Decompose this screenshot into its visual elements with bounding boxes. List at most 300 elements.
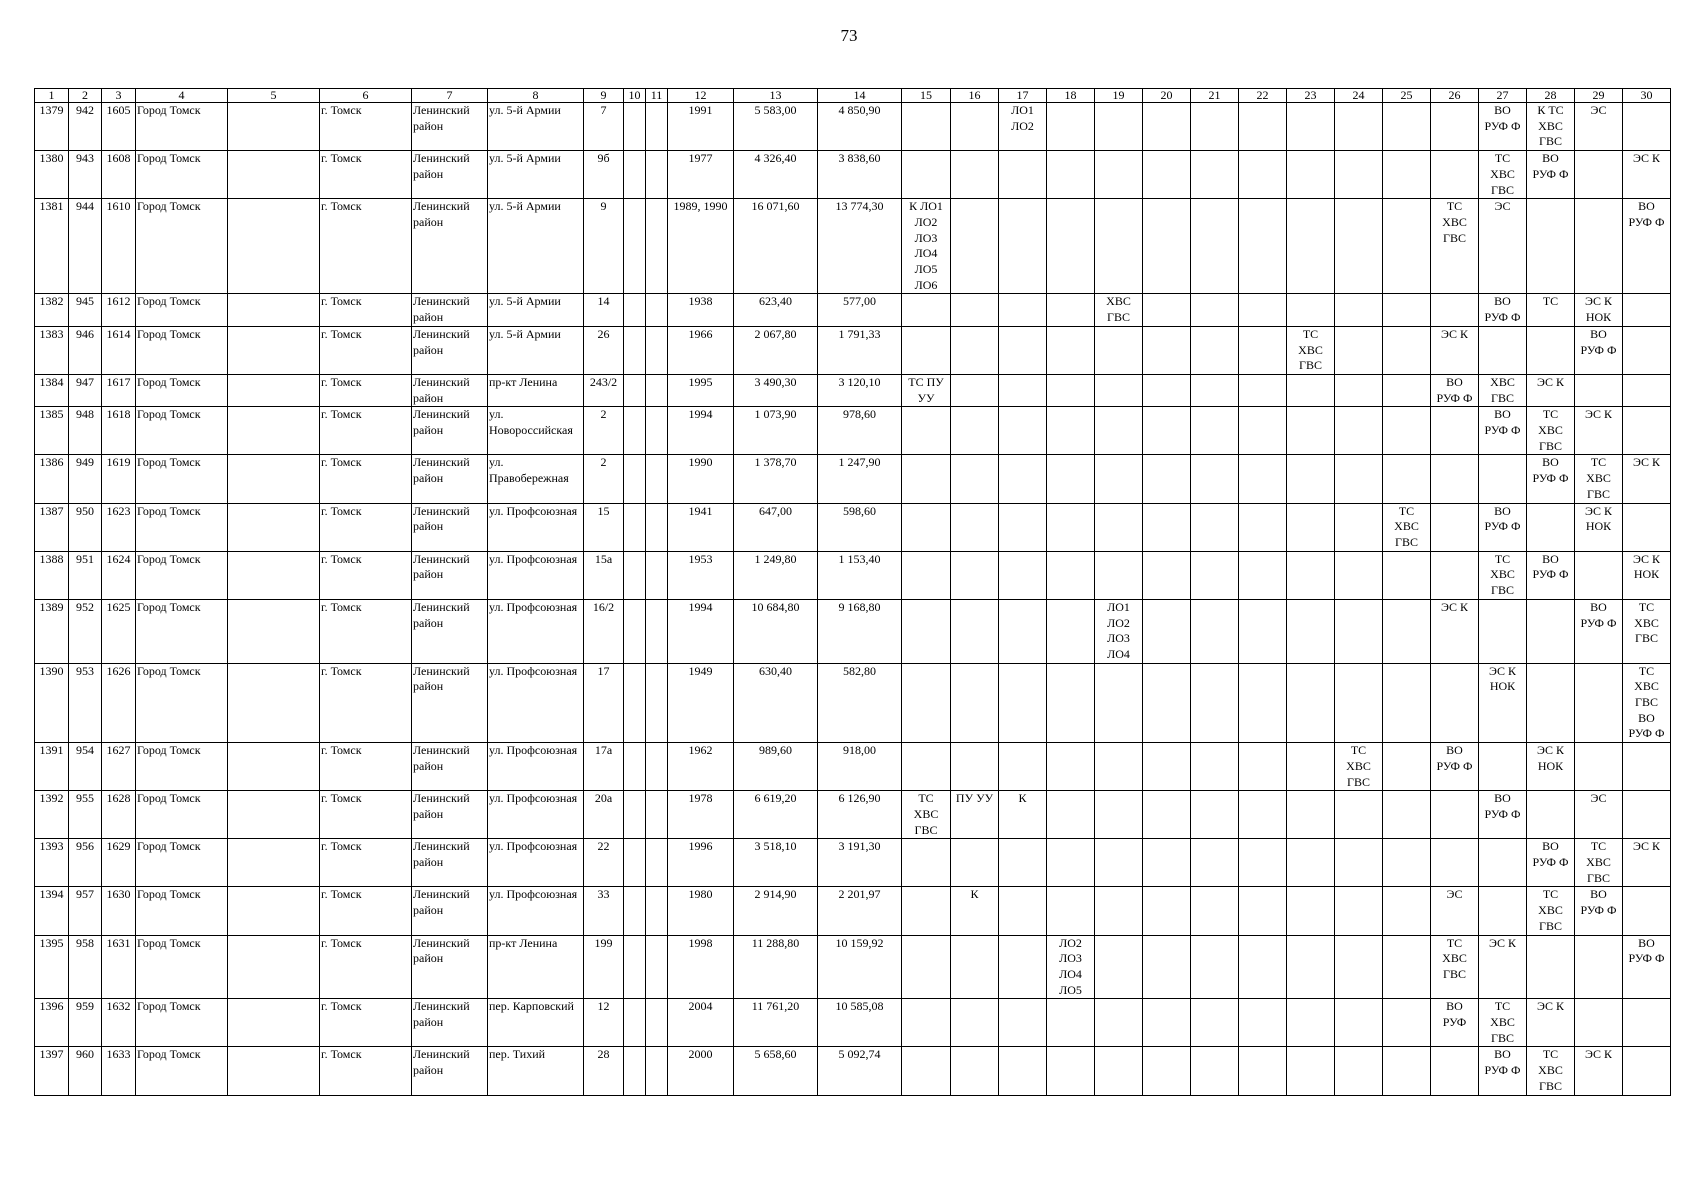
works-col-16-cell xyxy=(951,935,999,999)
works-col-16-cell xyxy=(951,999,999,1047)
works-col-24-cell xyxy=(1335,103,1383,151)
table-row xyxy=(35,199,1671,294)
works-col-17-cell xyxy=(999,294,1047,326)
object-id-cell: 1618 xyxy=(102,407,136,455)
works-col-23-cell xyxy=(1287,374,1335,406)
works-col-25-cell xyxy=(1383,791,1431,839)
col-10-cell xyxy=(624,999,646,1047)
works-col-26-cell xyxy=(1431,407,1479,455)
works-col-24-cell xyxy=(1335,151,1383,199)
works-col-21-cell xyxy=(1191,743,1239,791)
works-col-20-cell xyxy=(1143,151,1191,199)
table-row xyxy=(35,663,1671,743)
total-area-cell: 989,60 xyxy=(734,743,818,791)
sequence-number-cell: 953 xyxy=(69,663,102,743)
row-number-cell: 1379 xyxy=(35,103,69,151)
col-10-cell xyxy=(624,199,646,294)
works-col-19-cell xyxy=(1095,374,1143,406)
row-number-cell: 1390 xyxy=(35,663,69,743)
works-col-23-cell xyxy=(1287,999,1335,1047)
works-col-15-cell xyxy=(902,839,951,887)
col-10-cell xyxy=(624,407,646,455)
living-area-cell: 577,00 xyxy=(818,294,902,326)
works-col-21-cell xyxy=(1191,791,1239,839)
district-cell: Ленинский район xyxy=(412,151,488,199)
works-col-17-cell xyxy=(999,935,1047,999)
sequence-number-cell: 947 xyxy=(69,374,102,406)
works-col-26-cell xyxy=(1431,503,1479,551)
works-col-22-cell xyxy=(1239,599,1287,663)
col-10-cell xyxy=(624,887,646,935)
works-col-23-cell xyxy=(1287,743,1335,791)
street-cell: пер. Тихий xyxy=(488,1047,584,1095)
works-col-24-cell xyxy=(1335,999,1383,1047)
works-col-15-cell xyxy=(902,599,951,663)
works-col-29-cell: ВО РУФ Ф xyxy=(1575,599,1623,663)
works-col-26-cell xyxy=(1431,839,1479,887)
col-11-cell xyxy=(646,1047,668,1095)
construction-year-cell: 1962 xyxy=(668,743,734,791)
house-number-cell: 7 xyxy=(584,103,624,151)
total-area-cell: 1 073,90 xyxy=(734,407,818,455)
works-col-26-cell: ВО РУФ Ф xyxy=(1431,374,1479,406)
settlement-cell: г. Томск xyxy=(320,407,412,455)
municipality-cell: Город Томск xyxy=(136,663,228,743)
municipality-cell: Город Томск xyxy=(136,887,228,935)
works-col-28-cell xyxy=(1527,326,1575,374)
works-col-24-cell xyxy=(1335,294,1383,326)
column-header-7: 7 xyxy=(412,89,488,103)
district-cell: Ленинский район xyxy=(412,599,488,663)
works-col-17-cell xyxy=(999,151,1047,199)
works-col-30-cell: ЭС К xyxy=(1623,151,1671,199)
living-area-cell: 978,60 xyxy=(818,407,902,455)
settlement-cell: г. Томск xyxy=(320,743,412,791)
works-col-21-cell xyxy=(1191,551,1239,599)
settlement-cell: г. Томск xyxy=(320,791,412,839)
works-col-19-cell: ХВС ГВС xyxy=(1095,294,1143,326)
works-col-25-cell xyxy=(1383,103,1431,151)
works-col-17-cell: К xyxy=(999,791,1047,839)
table-row xyxy=(35,1047,1671,1095)
works-col-29-cell xyxy=(1575,663,1623,743)
works-col-26-cell xyxy=(1431,1047,1479,1095)
column-header-15: 15 xyxy=(902,89,951,103)
works-col-17-cell xyxy=(999,326,1047,374)
sequence-number-cell: 959 xyxy=(69,999,102,1047)
street-cell: ул. Новороссийская xyxy=(488,407,584,455)
works-col-15-cell xyxy=(902,663,951,743)
row-number-cell: 1383 xyxy=(35,326,69,374)
works-col-15-cell xyxy=(902,151,951,199)
municipality-cell: Город Томск xyxy=(136,326,228,374)
works-col-21-cell xyxy=(1191,103,1239,151)
object-id-cell: 1631 xyxy=(102,935,136,999)
works-col-18-cell xyxy=(1047,551,1095,599)
works-col-20-cell xyxy=(1143,374,1191,406)
works-col-28-cell: ВО РУФ Ф xyxy=(1527,839,1575,887)
street-cell: ул. Правобережная xyxy=(488,455,584,503)
construction-year-cell: 1994 xyxy=(668,407,734,455)
settlement-cell: г. Томск xyxy=(320,151,412,199)
house-number-cell: 33 xyxy=(584,887,624,935)
living-area-cell: 10 159,92 xyxy=(818,935,902,999)
works-col-18-cell: ЛО2 ЛО3 ЛО4 ЛО5 xyxy=(1047,935,1095,999)
works-col-18-cell xyxy=(1047,791,1095,839)
object-id-cell: 1612 xyxy=(102,294,136,326)
works-col-25-cell xyxy=(1383,663,1431,743)
works-col-19-cell xyxy=(1095,887,1143,935)
settlement-extra-cell xyxy=(228,199,320,294)
house-number-cell: 22 xyxy=(584,839,624,887)
works-col-30-cell: ВО РУФ Ф xyxy=(1623,935,1671,999)
column-header-30: 30 xyxy=(1623,89,1671,103)
works-col-21-cell xyxy=(1191,663,1239,743)
works-col-19-cell xyxy=(1095,455,1143,503)
district-cell: Ленинский район xyxy=(412,455,488,503)
row-number-cell: 1384 xyxy=(35,374,69,406)
construction-year-cell: 1938 xyxy=(668,294,734,326)
works-col-26-cell xyxy=(1431,791,1479,839)
settlement-extra-cell xyxy=(228,294,320,326)
column-header-3: 3 xyxy=(102,89,136,103)
works-col-18-cell xyxy=(1047,599,1095,663)
works-col-20-cell xyxy=(1143,839,1191,887)
works-col-26-cell xyxy=(1431,551,1479,599)
works-col-24-cell xyxy=(1335,503,1383,551)
object-id-cell: 1630 xyxy=(102,887,136,935)
works-col-29-cell xyxy=(1575,151,1623,199)
municipality-cell: Город Томск xyxy=(136,294,228,326)
row-number-cell: 1393 xyxy=(35,839,69,887)
col-10-cell xyxy=(624,103,646,151)
construction-year-cell: 1994 xyxy=(668,599,734,663)
object-id-cell: 1625 xyxy=(102,599,136,663)
works-col-28-cell xyxy=(1527,599,1575,663)
page-number: 73 xyxy=(840,26,858,45)
house-number-cell: 9 xyxy=(584,199,624,294)
works-col-24-cell xyxy=(1335,663,1383,743)
works-col-17-cell xyxy=(999,887,1047,935)
object-id-cell: 1629 xyxy=(102,839,136,887)
works-col-18-cell xyxy=(1047,374,1095,406)
settlement-cell: г. Томск xyxy=(320,103,412,151)
col-11-cell xyxy=(646,294,668,326)
works-col-23-cell xyxy=(1287,407,1335,455)
total-area-cell: 3 490,30 xyxy=(734,374,818,406)
works-col-23-cell xyxy=(1287,551,1335,599)
works-col-15-cell xyxy=(902,935,951,999)
works-col-22-cell xyxy=(1239,407,1287,455)
sequence-number-cell: 949 xyxy=(69,455,102,503)
works-col-27-cell: ВО РУФ Ф xyxy=(1479,503,1527,551)
total-area-cell: 630,40 xyxy=(734,663,818,743)
works-col-23-cell xyxy=(1287,103,1335,151)
living-area-cell: 2 201,97 xyxy=(818,887,902,935)
table-row xyxy=(35,407,1671,455)
works-col-26-cell: ЭС К xyxy=(1431,326,1479,374)
table-row xyxy=(35,294,1671,326)
works-col-24-cell xyxy=(1335,887,1383,935)
works-col-23-cell xyxy=(1287,663,1335,743)
col-11-cell xyxy=(646,935,668,999)
works-col-20-cell xyxy=(1143,999,1191,1047)
works-col-18-cell xyxy=(1047,103,1095,151)
works-col-17-cell xyxy=(999,407,1047,455)
works-col-25-cell xyxy=(1383,999,1431,1047)
municipality-cell: Город Томск xyxy=(136,599,228,663)
sequence-number-cell: 955 xyxy=(69,791,102,839)
works-col-22-cell xyxy=(1239,374,1287,406)
works-col-25-cell xyxy=(1383,455,1431,503)
col-10-cell xyxy=(624,743,646,791)
works-col-26-cell xyxy=(1431,455,1479,503)
table-row xyxy=(35,326,1671,374)
works-col-17-cell xyxy=(999,999,1047,1047)
table-row xyxy=(35,455,1671,503)
construction-year-cell: 1996 xyxy=(668,839,734,887)
works-col-22-cell xyxy=(1239,999,1287,1047)
house-number-cell: 16/2 xyxy=(584,599,624,663)
row-number-cell: 1389 xyxy=(35,599,69,663)
works-col-20-cell xyxy=(1143,551,1191,599)
works-col-28-cell xyxy=(1527,663,1575,743)
works-col-19-cell xyxy=(1095,326,1143,374)
street-cell: ул. Профсоюзная xyxy=(488,551,584,599)
column-header-10: 10 xyxy=(624,89,646,103)
living-area-cell: 13 774,30 xyxy=(818,199,902,294)
column-header-11: 11 xyxy=(646,89,668,103)
works-col-16-cell xyxy=(951,599,999,663)
district-cell: Ленинский район xyxy=(412,374,488,406)
works-col-27-cell xyxy=(1479,455,1527,503)
municipality-cell: Город Томск xyxy=(136,1047,228,1095)
col-11-cell xyxy=(646,551,668,599)
sequence-number-cell: 958 xyxy=(69,935,102,999)
district-cell: Ленинский район xyxy=(412,199,488,294)
street-cell: ул. Профсоюзная xyxy=(488,599,584,663)
house-number-cell: 26 xyxy=(584,326,624,374)
living-area-cell: 3 838,60 xyxy=(818,151,902,199)
works-col-23-cell xyxy=(1287,455,1335,503)
table-row xyxy=(35,839,1671,887)
district-cell: Ленинский район xyxy=(412,551,488,599)
total-area-cell: 3 518,10 xyxy=(734,839,818,887)
works-col-22-cell xyxy=(1239,663,1287,743)
works-col-24-cell xyxy=(1335,199,1383,294)
row-number-cell: 1382 xyxy=(35,294,69,326)
column-number-header-row xyxy=(35,89,1671,103)
col-10-cell xyxy=(624,151,646,199)
house-number-cell: 15а xyxy=(584,551,624,599)
works-col-15-cell xyxy=(902,326,951,374)
column-header-29: 29 xyxy=(1575,89,1623,103)
total-area-cell: 11 288,80 xyxy=(734,935,818,999)
object-id-cell: 1628 xyxy=(102,791,136,839)
works-col-19-cell xyxy=(1095,151,1143,199)
street-cell: ул. Профсоюзная xyxy=(488,503,584,551)
works-col-16-cell xyxy=(951,1047,999,1095)
object-id-cell: 1624 xyxy=(102,551,136,599)
works-col-16-cell xyxy=(951,663,999,743)
works-col-21-cell xyxy=(1191,294,1239,326)
col-11-cell xyxy=(646,326,668,374)
works-col-20-cell xyxy=(1143,599,1191,663)
column-header-20: 20 xyxy=(1143,89,1191,103)
works-col-24-cell xyxy=(1335,935,1383,999)
settlement-extra-cell xyxy=(228,791,320,839)
works-col-27-cell: ТС ХВС ГВС xyxy=(1479,999,1527,1047)
works-col-15-cell: ТС ХВС ГВС xyxy=(902,791,951,839)
district-cell: Ленинский район xyxy=(412,1047,488,1095)
settlement-cell: г. Томск xyxy=(320,887,412,935)
sequence-number-cell: 957 xyxy=(69,887,102,935)
works-col-28-cell: ТС ХВС ГВС xyxy=(1527,407,1575,455)
house-number-cell: 2 xyxy=(584,407,624,455)
works-col-16-cell xyxy=(951,503,999,551)
settlement-cell: г. Томск xyxy=(320,455,412,503)
works-col-25-cell xyxy=(1383,935,1431,999)
settlement-extra-cell xyxy=(228,1047,320,1095)
works-col-19-cell xyxy=(1095,503,1143,551)
settlement-extra-cell xyxy=(228,839,320,887)
living-area-cell: 918,00 xyxy=(818,743,902,791)
works-col-25-cell xyxy=(1383,551,1431,599)
col-11-cell xyxy=(646,839,668,887)
district-cell: Ленинский район xyxy=(412,663,488,743)
street-cell: пр-кт Ленина xyxy=(488,374,584,406)
construction-year-cell: 1949 xyxy=(668,663,734,743)
col-11-cell xyxy=(646,151,668,199)
works-col-29-cell xyxy=(1575,743,1623,791)
sequence-number-cell: 945 xyxy=(69,294,102,326)
house-number-cell: 2 xyxy=(584,455,624,503)
works-col-24-cell xyxy=(1335,599,1383,663)
works-col-30-cell xyxy=(1623,103,1671,151)
works-col-22-cell xyxy=(1239,326,1287,374)
row-number-cell: 1396 xyxy=(35,999,69,1047)
works-col-20-cell xyxy=(1143,103,1191,151)
district-cell: Ленинский район xyxy=(412,743,488,791)
works-col-20-cell xyxy=(1143,743,1191,791)
settlement-extra-cell xyxy=(228,503,320,551)
house-number-cell: 28 xyxy=(584,1047,624,1095)
table-row xyxy=(35,935,1671,999)
construction-year-cell: 1989, 1990 xyxy=(668,199,734,294)
works-col-25-cell xyxy=(1383,599,1431,663)
works-col-26-cell: ТС ХВС ГВС xyxy=(1431,935,1479,999)
district-cell: Ленинский район xyxy=(412,103,488,151)
column-header-16: 16 xyxy=(951,89,999,103)
municipality-cell: Город Томск xyxy=(136,551,228,599)
street-cell: пер. Карповский xyxy=(488,999,584,1047)
works-col-30-cell xyxy=(1623,407,1671,455)
works-col-24-cell xyxy=(1335,551,1383,599)
works-col-27-cell: ВО РУФ Ф xyxy=(1479,407,1527,455)
works-col-29-cell: ТС ХВС ГВС xyxy=(1575,839,1623,887)
works-col-29-cell: ТС ХВС ГВС xyxy=(1575,455,1623,503)
row-number-cell: 1392 xyxy=(35,791,69,839)
row-number-cell: 1380 xyxy=(35,151,69,199)
col-11-cell xyxy=(646,599,668,663)
works-col-29-cell xyxy=(1575,551,1623,599)
works-col-30-cell: ТС ХВС ГВС xyxy=(1623,599,1671,663)
total-area-cell: 623,40 xyxy=(734,294,818,326)
works-col-18-cell xyxy=(1047,151,1095,199)
settlement-cell: г. Томск xyxy=(320,503,412,551)
works-col-24-cell xyxy=(1335,374,1383,406)
table-row xyxy=(35,374,1671,406)
works-col-18-cell xyxy=(1047,999,1095,1047)
municipality-cell: Город Томск xyxy=(136,374,228,406)
works-col-25-cell xyxy=(1383,374,1431,406)
works-col-17-cell xyxy=(999,1047,1047,1095)
column-header-26: 26 xyxy=(1431,89,1479,103)
living-area-cell: 5 092,74 xyxy=(818,1047,902,1095)
works-col-25-cell xyxy=(1383,407,1431,455)
works-col-28-cell xyxy=(1527,199,1575,294)
works-col-19-cell xyxy=(1095,103,1143,151)
object-id-cell: 1627 xyxy=(102,743,136,791)
works-col-15-cell xyxy=(902,551,951,599)
works-col-29-cell: ЭС xyxy=(1575,791,1623,839)
works-col-20-cell xyxy=(1143,199,1191,294)
construction-year-cell: 1977 xyxy=(668,151,734,199)
works-col-23-cell xyxy=(1287,791,1335,839)
works-col-18-cell xyxy=(1047,199,1095,294)
sequence-number-cell: 951 xyxy=(69,551,102,599)
works-col-15-cell xyxy=(902,455,951,503)
works-col-16-cell xyxy=(951,294,999,326)
street-cell: ул. 5-й Армии xyxy=(488,151,584,199)
works-col-16-cell xyxy=(951,103,999,151)
house-number-cell: 17 xyxy=(584,663,624,743)
total-area-cell: 1 378,70 xyxy=(734,455,818,503)
works-col-21-cell xyxy=(1191,503,1239,551)
district-cell: Ленинский район xyxy=(412,839,488,887)
settlement-extra-cell xyxy=(228,103,320,151)
column-header-19: 19 xyxy=(1095,89,1143,103)
living-area-cell: 6 126,90 xyxy=(818,791,902,839)
living-area-cell: 9 168,80 xyxy=(818,599,902,663)
settlement-extra-cell xyxy=(228,999,320,1047)
col-10-cell xyxy=(624,294,646,326)
works-col-19-cell xyxy=(1095,743,1143,791)
column-header-9: 9 xyxy=(584,89,624,103)
works-col-18-cell xyxy=(1047,294,1095,326)
municipality-cell: Город Томск xyxy=(136,199,228,294)
construction-year-cell: 1995 xyxy=(668,374,734,406)
row-number-cell: 1395 xyxy=(35,935,69,999)
works-col-22-cell xyxy=(1239,887,1287,935)
table-row xyxy=(35,999,1671,1047)
total-area-cell: 16 071,60 xyxy=(734,199,818,294)
table-row xyxy=(35,103,1671,151)
works-col-22-cell xyxy=(1239,1047,1287,1095)
works-col-22-cell xyxy=(1239,791,1287,839)
works-col-21-cell xyxy=(1191,151,1239,199)
col-10-cell xyxy=(624,326,646,374)
works-col-20-cell xyxy=(1143,887,1191,935)
row-number-cell: 1386 xyxy=(35,455,69,503)
works-col-17-cell xyxy=(999,599,1047,663)
col-10-cell xyxy=(624,935,646,999)
construction-year-cell: 1941 xyxy=(668,503,734,551)
settlement-cell: г. Томск xyxy=(320,374,412,406)
works-col-19-cell: ЛО1 ЛО2 ЛО3 ЛО4 xyxy=(1095,599,1143,663)
works-col-15-cell xyxy=(902,1047,951,1095)
settlement-extra-cell xyxy=(228,887,320,935)
